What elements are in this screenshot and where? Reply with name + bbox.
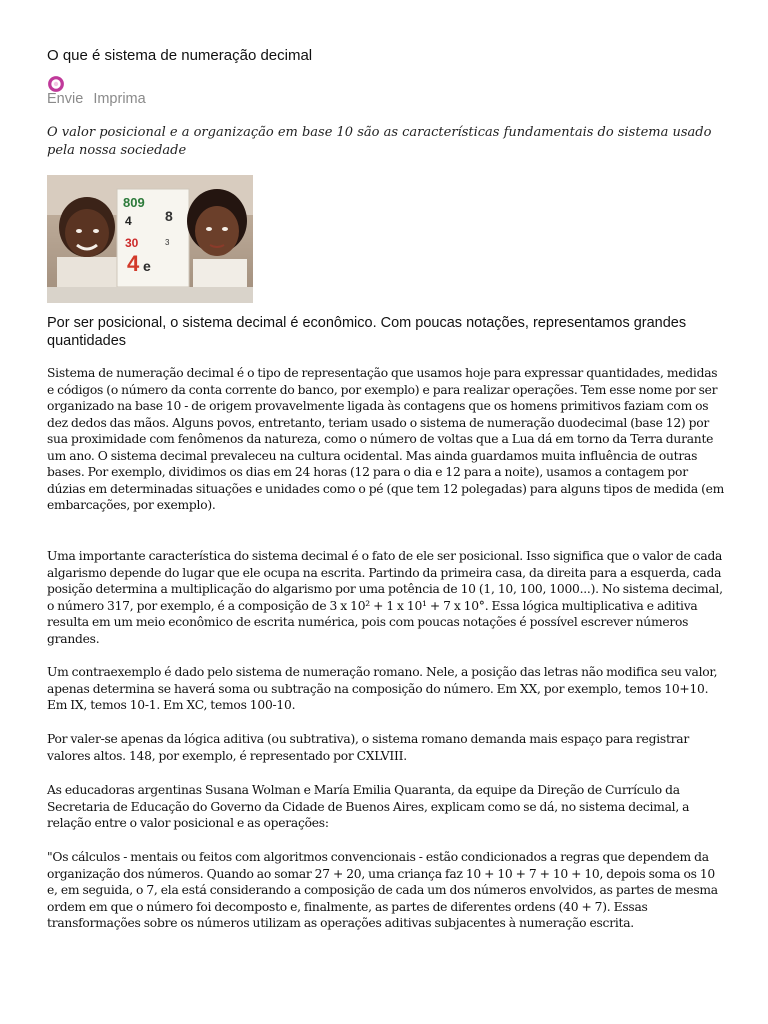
article-paragraph: "Os cálculos - mentais ou feitos com algoritmos convencionais - estão condicionados a regras que dependem da organização dos números. Quando ao somar 27 + 20, uma criança faz 10 + 10 + 7 + 10 + 10, depois soma os 10 e, em seguida, o 7, ela está considerando a composição de cada um dos números envolvidos, as partes de mesma ordem em que o número foi decomposto e, finalmente, as partes de diferentes ordens (40 + 7). Essas transformações sobre os números utilizam as operações aditivas subjacentes à numeração escrita. bbox=[47, 850, 718, 930]
article-paragraph: Por valer-se apenas da lógica aditiva (ou subtrativa), o sistema romano demanda mais espaço para registrar valores altos. 148, por exemplo, é representado por CXLVIII. bbox=[47, 732, 689, 763]
article-paragraph: Sistema de numeração decimal é o tipo de representação que usamos hoje para expressar quantidades, medidas e códigos (o número da conta corrente do banco, por exemplo) e para realizar operações. Tem esse nome por ser organizado na base 10 - de origem provavelmente ligada às contagens que os homens primitivos faziam com os dez dedos das mãos. Alguns povos, entretanto, teriam usado o sistema de numeração duodecimal (base 12) por sua proximidade com fenômenos da natureza, como o número de voltas que a Lua dá em torno da Terra durante um ano. O sistema decimal prevaleceu na cultura ocidental. Mas ainda guardamos muita influência de outras bases. Por exemplo, dividimos os dias em 24 horas (12 para o dia e 12 para a noite), usamos a contagem por dúzias em determinadas situações e unidades como o pé (que tem 12 polegadas) para alguns tipos de medida (em embarcações, por exemplo). bbox=[47, 366, 725, 512]
article-paragraph: Uma importante característica do sistema decimal é o fato de ele ser posicional. Isso significa que o valor de cada algarismo depende do lugar que ele ocupa na escrita. Partindo da primeira casa, da direita para a esquerda, cada posição determina a multiplicação do algarismo por uma potência de 10 (1, 10, 100, 1000...). No sistema decimal, o número 317, por exemplo, é a composição de 3 x 10² + 1 x 10¹ + 7 x 10°. Essa lógica multiplicativa e aditiva resulta em um meio econômico de escrita numérica, pois com poucas notações é possível escrever números grandes. bbox=[47, 549, 723, 646]
print-link[interactable]: Imprima bbox=[93, 91, 146, 107]
page-title: O que é sistema de numeração decimal bbox=[47, 47, 313, 64]
article-photo bbox=[47, 175, 253, 303]
card-number: 809 bbox=[123, 195, 145, 210]
card-number: 30 bbox=[125, 236, 139, 250]
article-paragraph: Um contraexemplo é dado pelo sistema de numeração romano. Nele, a posição das letras não modifica seu valor, apenas determina se haverá soma ou subtração na composição do número. Em XX, por exemplo, temos 10+10. Em IX, temos 10-1. Em XC, temos 100-10. bbox=[47, 665, 718, 712]
card-number: 8 bbox=[165, 208, 173, 224]
children-holding-card-image bbox=[47, 175, 253, 303]
article-paragraph: As educadoras argentinas Susana Wolman e María Emilia Quaranta, da equipe da Direção de Currículo da Secretaria de Educação do Governo da Cidade de Buenos Aires, explicam como se dá, no sistema decimal, a relação entre o valor posicional e as operações: bbox=[47, 783, 690, 830]
card-number: 4 bbox=[127, 251, 140, 276]
article-lead: Por ser posicional, o sistema decimal é econômico. Com poucas notações, representamos grandes quantidades bbox=[47, 315, 687, 349]
send-link[interactable]: Envie bbox=[47, 91, 84, 107]
card-number: 3 bbox=[165, 238, 170, 247]
article-actions bbox=[47, 91, 152, 107]
card-number: 4 bbox=[125, 214, 132, 228]
card-number: e bbox=[143, 258, 151, 274]
article-subtitle: O valor posicional e a organização em base 10 são as características fundamentais do sistema usado pela nossa sociedade bbox=[47, 125, 712, 158]
